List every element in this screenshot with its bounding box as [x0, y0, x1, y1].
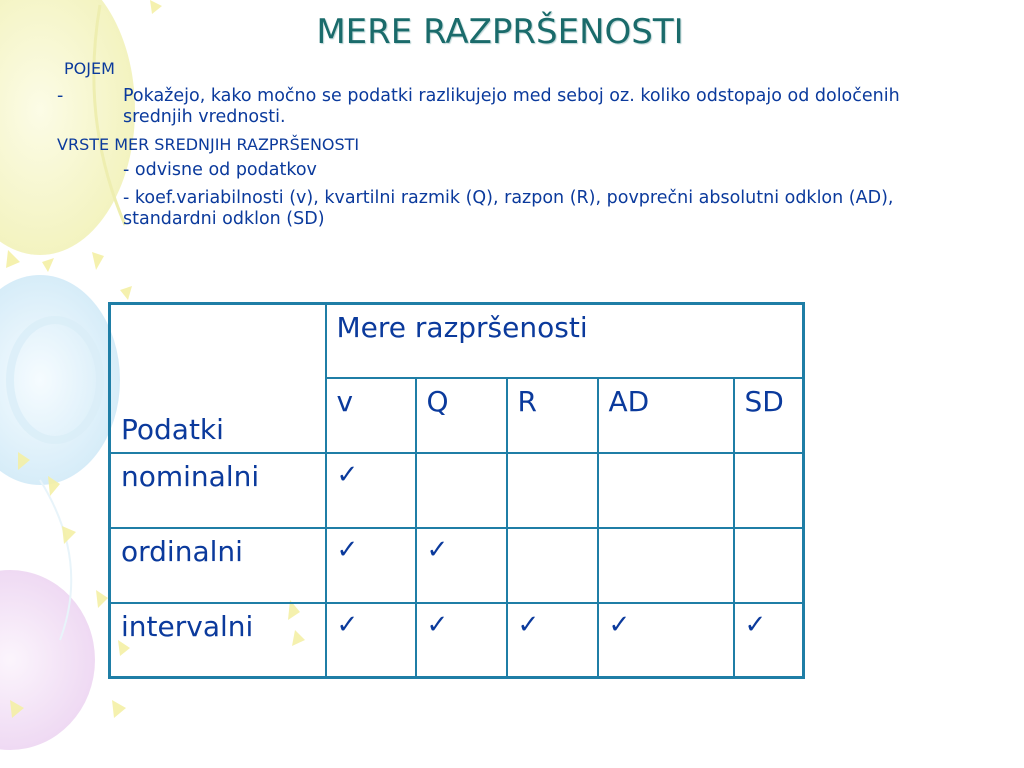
column-header-v: v: [326, 378, 416, 453]
check-cell: [598, 603, 734, 678]
column-header-ad: AD: [598, 378, 734, 453]
checkmark-icon: ✓: [336, 534, 359, 565]
slide-title: MERE RAZPRŠENOSTI: [316, 12, 684, 52]
check-cell: [734, 528, 804, 603]
definition-text: Pokažejo, kako močno se podatki razlikujejo med seboj oz. koliko odstopajo od določenih srednjih vrednosti.: [123, 86, 900, 127]
dispersion-measures-table: [108, 302, 805, 679]
check-cell: [416, 453, 507, 528]
sub-item-dependency: - odvisne od podatkov: [123, 160, 317, 180]
check-cell: [416, 603, 507, 678]
check-cell: [598, 453, 734, 528]
checkmark-icon: ✓: [426, 609, 449, 640]
check-cell: [507, 453, 598, 528]
check-cell: [326, 453, 416, 528]
check-cell: [598, 528, 734, 603]
row-label: nominalni: [110, 453, 326, 528]
column-header-sd: SD: [734, 378, 804, 453]
check-cell: [416, 528, 507, 603]
pojem-label: POJEM: [64, 59, 115, 78]
column-header-q: Q: [416, 378, 507, 453]
table-row: [110, 603, 804, 678]
check-cell: [507, 528, 598, 603]
check-cell: [734, 453, 804, 528]
checkmark-icon: ✓: [336, 459, 359, 490]
table-row: [110, 528, 804, 603]
checkmark-icon: ✓: [517, 609, 540, 640]
check-cell: [326, 603, 416, 678]
checkmark-icon: ✓: [608, 609, 631, 640]
group-header: Mere razpršenosti: [326, 304, 804, 378]
check-cell: [734, 603, 804, 678]
table-row: [110, 453, 804, 528]
column-header-r: R: [507, 378, 598, 453]
sub-item-measures-list: - koef.variabilnosti (v), kvartilni razmik (Q), razpon (R), povprečni absolutni odklon (AD), standardni odklon (SD): [123, 188, 894, 229]
corner-header: Podatki: [110, 304, 326, 453]
check-cell: [326, 528, 416, 603]
checkmark-icon: ✓: [336, 609, 359, 640]
bullet-dash: -: [57, 86, 64, 106]
checkmark-icon: ✓: [744, 609, 767, 640]
types-heading: VRSTE MER SREDNJIH RAZPRŠENOSTI: [57, 135, 360, 154]
row-label: ordinalni: [110, 528, 326, 603]
check-cell: [507, 603, 598, 678]
checkmark-icon: ✓: [426, 534, 449, 565]
row-label: intervalni: [110, 603, 326, 678]
